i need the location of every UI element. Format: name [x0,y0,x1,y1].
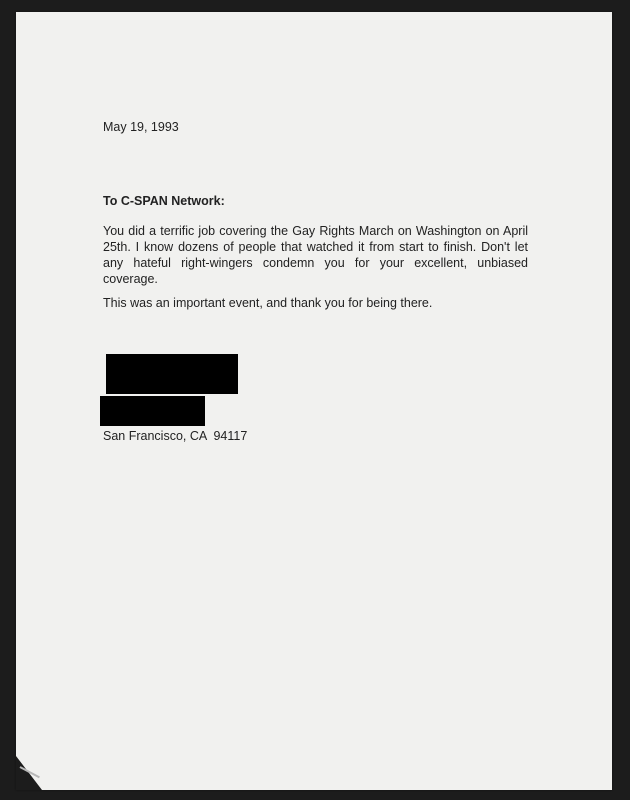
letter-salutation: To C-SPAN Network: [103,194,225,208]
letter-paragraph-2: This was an important event, and thank you for being there. [103,296,433,310]
sender-city-line: San Francisco, CA 94117 [103,429,248,443]
letter-page [16,12,612,790]
faint-stamp-mark: ​ [421,132,427,144]
letter-date: May 19, 1993 [103,120,179,134]
letter-paragraph-1: You did a terrific job covering the Gay Rights March on Washington on April 25th. I know dozens of people that watched it from start to finish. Don't let any hateful right-wingers condemn you for your excellent, unbiased coverage. [103,224,528,286]
redacted-street-address [100,396,205,426]
redacted-signature-block [106,354,238,394]
